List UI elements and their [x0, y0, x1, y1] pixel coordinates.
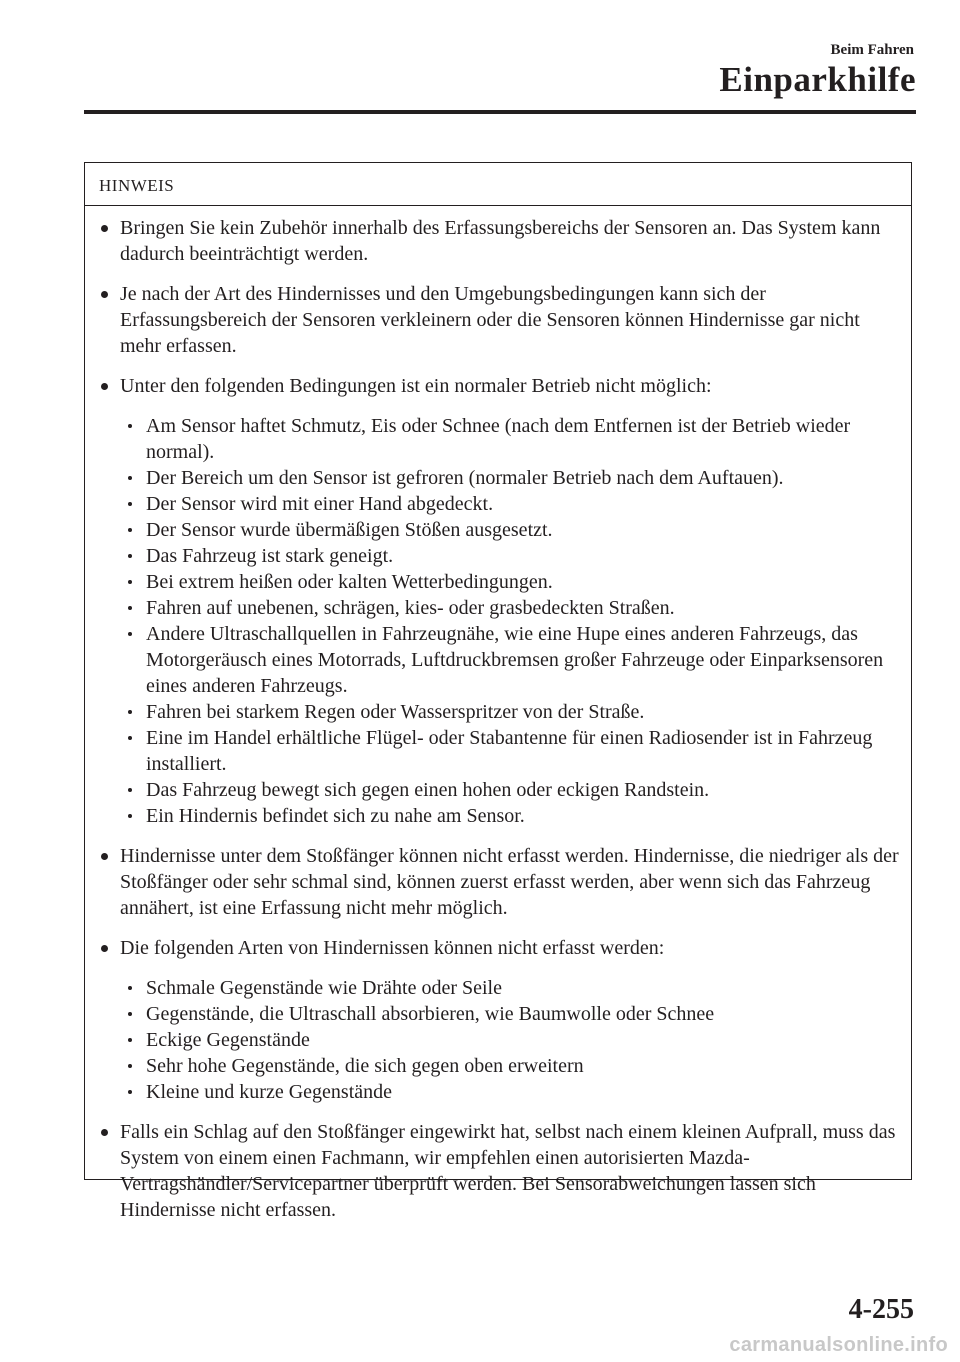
obstacle-item: Gegenstände, die Ultraschall absorbieren, wie Baumwolle oder Schnee [120, 1001, 901, 1027]
condition-item: Am Sensor haftet Schmutz, Eis oder Schnee (nach dem Entfernen ist der Betrieb wieder normal). [120, 413, 901, 465]
condition-item: Das Fahrzeug bewegt sich gegen einen hohen oder eckigen Randstein. [120, 777, 901, 803]
note-heading: HINWEIS [85, 163, 911, 206]
watermark: carmanualsonline.info [729, 1334, 948, 1356]
bullet-text: Je nach der Art des Hindernisses und den Umgebungsbedingungen kann sich der Erfassungsbereich der Sensoren verkleinern oder die Sensoren können Hindernisse gar nicht mehr erfassen. [120, 283, 860, 357]
page-number: 4-255 [848, 1294, 914, 1325]
note-bullet-list [99, 215, 901, 1223]
condition-item: Bei extrem heißen oder kalten Wetterbedingungen. [120, 569, 901, 595]
obstacle-item: Schmale Gegenstände wie Drähte oder Seile [120, 975, 901, 1001]
condition-item: Fahren bei starkem Regen oder Wasserspritzer von der Straße. [120, 699, 901, 725]
condition-item: Der Sensor wurde übermäßigen Stößen ausgesetzt. [120, 517, 901, 543]
bullet-item [99, 373, 901, 829]
note-body [85, 206, 911, 1223]
condition-item: Ein Hindernis befindet sich zu nahe am Sensor. [120, 803, 901, 829]
bullet-text: Unter den folgenden Bedingungen ist ein normaler Betrieb nicht möglich: [120, 375, 712, 397]
bullet-item [99, 1119, 901, 1223]
header-rule [84, 110, 916, 114]
obstacles-list [120, 975, 901, 1105]
bullet-item [99, 281, 901, 359]
bullet-item [99, 843, 901, 921]
condition-item: Fahren auf unebenen, schrägen, kies- oder grasbedeckten Straßen. [120, 595, 901, 621]
bullet-text: Die folgenden Arten von Hindernissen können nicht erfasst werden: [120, 937, 665, 959]
obstacle-item: Eckige Gegenstände [120, 1027, 901, 1053]
page-title: Einparkhilfe [719, 60, 916, 99]
bullet-text: Hindernisse unter dem Stoßfänger können nicht erfasst werden. Hindernisse, die niedriger als der Stoßfänger oder sehr schmal sind, können zuerst erfasst werden, aber wenn sich das Fahrzeug annähert, ist eine Erfassung nicht mehr möglich. [120, 845, 899, 919]
condition-item: Andere Ultraschallquellen in Fahrzeugnähe, wie eine Hupe eines anderen Fahrzeugs, das Motorgeräusch eines Motorrads, Luftdruckbremsen großer Fahrzeuge oder Einparksensoren eines anderen Fahrzeugs. [120, 621, 901, 699]
conditions-list [120, 413, 901, 829]
section-label: Beim Fahren [830, 42, 914, 58]
condition-item: Das Fahrzeug ist stark geneigt. [120, 543, 901, 569]
note-box [84, 162, 912, 1221]
condition-item: Eine im Handel erhältliche Flügel- oder Stabantenne für einen Radiosender ist in Fahrzeug installiert. [120, 725, 901, 777]
bullet-text: Falls ein Schlag auf den Stoßfänger eingewirkt hat, selbst nach einem kleinen Aufprall, muss das System von einem einen Fachmann, wir empfehlen einen autorisierten Mazda-Vertragshändler/Servicepartner überprüft werden. Bei Sensorabweichungen lassen sich Hindernisse nicht erfassen. [120, 1121, 896, 1221]
bullet-item [99, 935, 901, 1105]
obstacle-item: Kleine und kurze Gegenstände [120, 1079, 901, 1105]
bullet-text: Bringen Sie kein Zubehör innerhalb des Erfassungsbereichs der Sensoren an. Das System kann dadurch beeinträchtigt werden. [120, 217, 881, 265]
condition-item: Der Bereich um den Sensor ist gefroren (normaler Betrieb nach dem Auftauen). [120, 465, 901, 491]
obstacle-item: Sehr hohe Gegenstände, die sich gegen oben erweitern [120, 1053, 901, 1079]
bullet-item [99, 215, 901, 267]
condition-item: Der Sensor wird mit einer Hand abgedeckt. [120, 491, 901, 517]
